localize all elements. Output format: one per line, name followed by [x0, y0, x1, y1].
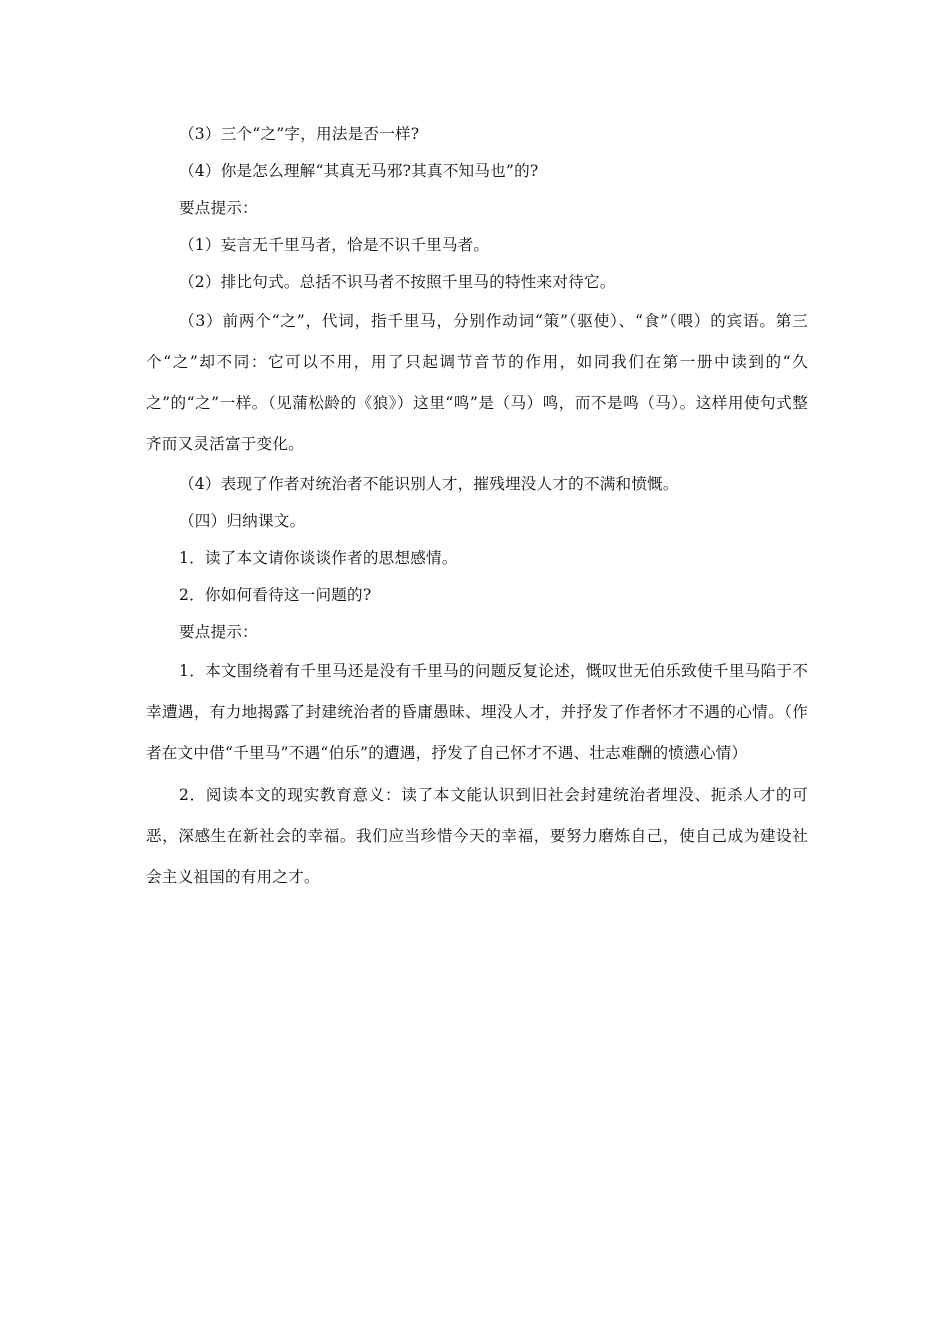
summary-answer-2: 2．阅读本文的现实教育意义：读了本文能认识到旧社会封建统治者埋没、扼杀人才的可恶，深感生在新社会的幸福。我们应当珍惜今天的幸福，要努力磨炼自己，使自己成为建设社会主义祖国的有用之才。	[146, 786, 808, 886]
summary-question-2: 2．你如何看待这一问题的?	[179, 586, 372, 604]
question-3: （3）三个“之”字，用法是否一样?	[179, 125, 420, 143]
question-4: （4）你是怎么理解“其真无马邪?其真不知马也”的?	[179, 162, 539, 180]
answer-4: （4）表现了作者对统治者不能识别人才，摧残埋没人才的不满和愤慨。	[179, 475, 679, 493]
answer-2: （2）排比句式。总括不识马者不按照千里马的特性来对待它。	[179, 273, 616, 291]
answer-1: （1）妄言无千里马者，恰是不识千里马者。	[179, 236, 490, 254]
answer-3: （3）前两个“之”，代词，指千里马，分别作动词“策”（驱使）、“食”（喂）的宾语。第三个“之”却不同：它可以不用，用了只起调节音节的作用，如同我们在第一册中读到的“久之”的“之”一样。（见蒲松龄的《狼》）这里“鸣”是（马）鸣，而不是鸣（马）。这样用使句式整齐而又灵活富于变化。	[146, 312, 808, 453]
summary-question-1: 1．读了本文请你谈谈作者的思想感情。	[179, 549, 458, 567]
section-summary-heading: （四）归纳课文。	[179, 512, 306, 530]
summary-answer-1: 1．本文围绕着有千里马还是没有千里马的问题反复论述，慨叹世无伯乐致使千里马陷于不幸遭遇，有力地揭露了封建统治者的昏庸愚昧、埋没人才，并抒发了作者怀才不遇的心情。（作者在文中借“千里马”不遇“伯乐”的遭遇，抒发了自己怀才不遇、壮志难酬的愤懑心情）	[146, 662, 808, 762]
key-points-heading: 要点提示：	[179, 199, 258, 217]
document-body	[146, 124, 808, 907]
summary-key-points-heading: 要点提示：	[179, 623, 258, 641]
